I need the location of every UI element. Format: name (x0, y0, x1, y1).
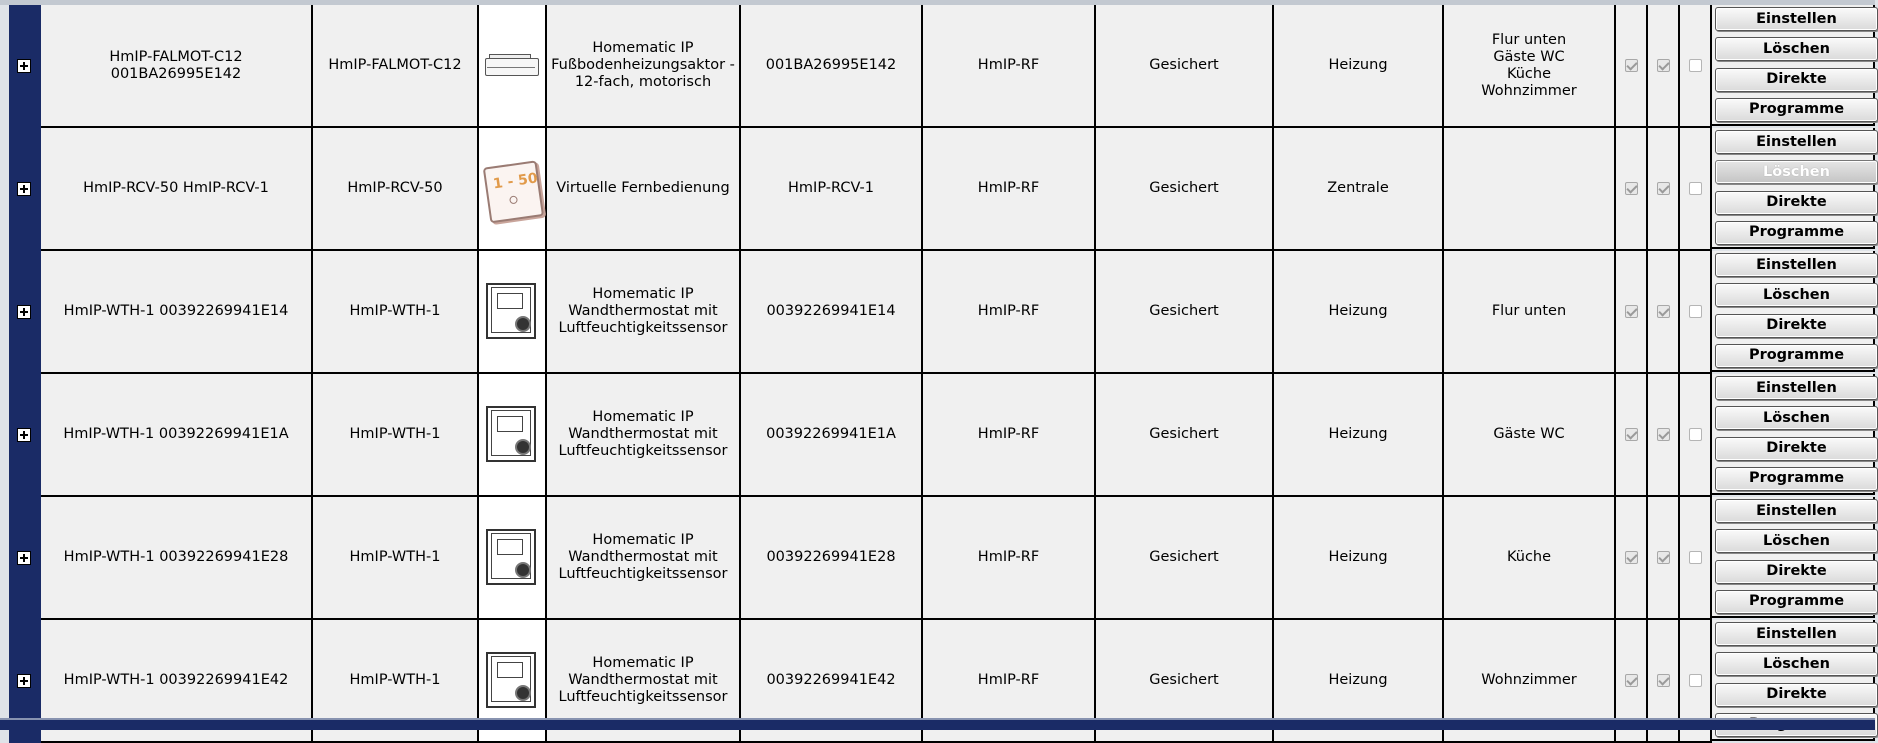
delete-button[interactable]: Löschen (1715, 652, 1878, 676)
serial-text: 00392269941E42 (766, 672, 896, 688)
type-cell (313, 497, 479, 620)
bottom-status-bar (0, 718, 1875, 730)
checkbox-3[interactable] (1689, 674, 1702, 687)
function-cell (1274, 374, 1444, 497)
table-row (9, 251, 1875, 374)
function-cell (1274, 5, 1444, 128)
description-text: Homematic IP Wandthermostat mit Luftfeuchtigkeitssensor (558, 655, 728, 705)
check0-cell (1616, 251, 1648, 374)
check1-cell (1648, 128, 1680, 251)
direct-links-button[interactable]: Direkte (1715, 437, 1878, 461)
direct-links-button[interactable]: Direkte (1715, 191, 1878, 215)
checkbox-1[interactable] (1625, 428, 1638, 441)
name-text: HmIP-WTH-1 00392269941E1A (63, 426, 289, 442)
picture-cell (479, 5, 547, 128)
transfer-mode-text: Gesichert (1149, 57, 1219, 73)
delete-button[interactable]: Löschen (1715, 160, 1878, 184)
function-cell (1274, 251, 1444, 374)
virtual-remote-icon (480, 156, 544, 221)
wall-thermostat-icon (485, 651, 539, 711)
checkbox-1[interactable] (1625, 182, 1638, 195)
check0-cell (1616, 5, 1648, 128)
delete-button[interactable]: Löschen (1715, 283, 1878, 307)
checkbox-2[interactable] (1657, 59, 1670, 72)
name-text: HmIP-WTH-1 00392269941E14 (63, 303, 289, 319)
checkbox-3[interactable] (1689, 305, 1702, 318)
function-text: Heizung (1328, 549, 1388, 565)
table-row (9, 374, 1875, 497)
type-cell (313, 5, 479, 128)
checkbox-3[interactable] (1689, 428, 1702, 441)
checkbox-1[interactable] (1625, 59, 1638, 72)
room-text: Flur unten Gäste WC Küche Wohnzimmer (1481, 31, 1577, 99)
function-text: Heizung (1328, 426, 1388, 442)
transfer-mode-text: Gesichert (1149, 303, 1219, 319)
expand-plus-icon[interactable] (17, 551, 31, 565)
name-text: HmIP-WTH-1 00392269941E42 (63, 672, 289, 688)
settings-button[interactable]: Einstellen (1715, 622, 1878, 646)
interface-text: HmIP-RF (977, 672, 1040, 688)
delete-button[interactable]: Löschen (1715, 406, 1878, 430)
check0-cell (1616, 374, 1648, 497)
serial-cell (741, 128, 923, 251)
transfer-mode-text: Gesichert (1149, 426, 1219, 442)
checkbox-3[interactable] (1689, 551, 1702, 564)
expand-cell (9, 128, 41, 251)
buttons-cell (1712, 5, 1875, 126)
serial-text: 00392269941E28 (766, 549, 896, 565)
function-text: Heizung (1328, 672, 1388, 688)
table-row (9, 5, 1875, 128)
description-cell (547, 5, 741, 128)
wall-thermostat-icon (485, 405, 539, 465)
name-cell (41, 128, 313, 251)
check2-cell (1680, 5, 1712, 128)
name-cell (41, 251, 313, 374)
room-cell (1444, 497, 1616, 620)
transfer_mode-cell (1096, 5, 1274, 128)
wall-thermostat-icon (485, 528, 539, 588)
function-cell (1274, 497, 1444, 620)
direct-links-button[interactable]: Direkte (1715, 683, 1878, 707)
settings-button[interactable]: Einstellen (1715, 376, 1878, 400)
serial-text: 001BA26995E142 (765, 57, 897, 73)
room-text: Gäste WC (1493, 426, 1565, 442)
type-text: HmIP-RCV-50 (347, 180, 443, 196)
check2-cell (1680, 128, 1712, 251)
room-text: Wohnzimmer (1481, 672, 1577, 688)
buttons-cell (1712, 374, 1875, 495)
type-cell (313, 128, 479, 251)
buttons-cell (1712, 497, 1875, 618)
delete-button[interactable]: Löschen (1715, 37, 1878, 61)
interface-text: HmIP-RF (977, 180, 1040, 196)
buttons-cell (1712, 251, 1875, 372)
room-cell (1444, 374, 1616, 497)
check1-cell (1648, 251, 1680, 374)
expand-cell (9, 497, 41, 620)
serial-cell (741, 374, 923, 497)
buttons-cell (1712, 128, 1875, 249)
expand-plus-icon[interactable] (17, 182, 31, 196)
settings-button[interactable]: Einstellen (1715, 7, 1878, 31)
description-cell (547, 374, 741, 497)
transfer-mode-text: Gesichert (1149, 180, 1219, 196)
check2-cell (1680, 497, 1712, 620)
checkbox-1[interactable] (1625, 551, 1638, 564)
name-cell (41, 497, 313, 620)
settings-button[interactable]: Einstellen (1715, 499, 1878, 523)
type-text: HmIP-WTH-1 (349, 672, 441, 688)
name-text: HmIP-RCV-50 HmIP-RCV-1 (83, 180, 269, 196)
transfer_mode-cell (1096, 128, 1274, 251)
programs-button[interactable]: Programme (1715, 221, 1878, 245)
interface-text: HmIP-RF (977, 426, 1040, 442)
interface-cell (923, 5, 1096, 128)
table-row (9, 128, 1875, 251)
room-text: Flur unten (1491, 303, 1567, 319)
description-text: Virtuelle Fernbedienung (556, 180, 730, 196)
expand-cell (9, 5, 41, 128)
direct-links-button[interactable]: Direkte (1715, 560, 1878, 584)
transfer_mode-cell (1096, 374, 1274, 497)
check0-cell (1616, 497, 1648, 620)
picture-cell (479, 374, 547, 497)
interface-text: HmIP-RF (977, 549, 1040, 565)
delete-button[interactable]: Löschen (1715, 529, 1878, 553)
room-cell (1444, 5, 1616, 128)
interface-text: HmIP-RF (977, 303, 1040, 319)
checkbox-2[interactable] (1657, 182, 1670, 195)
type-text: HmIP-WTH-1 (349, 549, 441, 565)
room-cell (1444, 251, 1616, 374)
name-cell (41, 374, 313, 497)
transfer_mode-cell (1096, 251, 1274, 374)
description-cell (547, 128, 741, 251)
serial-text: HmIP-RCV-1 (788, 180, 874, 196)
type-cell (313, 374, 479, 497)
check1-cell (1648, 497, 1680, 620)
check2-cell (1680, 374, 1712, 497)
function-cell (1274, 128, 1444, 251)
expand-cell (9, 374, 41, 497)
name-cell (41, 5, 313, 128)
remote-label: 1 - 50 (492, 169, 539, 192)
expand-cell (9, 251, 41, 374)
check2-cell (1680, 251, 1712, 374)
floor-heating-actuator-icon (483, 53, 541, 79)
direct-links-button[interactable]: Direkte (1715, 314, 1878, 338)
function-text: Zentrale (1327, 180, 1389, 196)
name-text: HmIP-WTH-1 00392269941E28 (63, 549, 289, 565)
checkbox-3[interactable] (1689, 182, 1702, 195)
transfer-mode-text: Gesichert (1149, 672, 1219, 688)
programs-button[interactable]: Programme (1715, 467, 1878, 491)
check1-cell (1648, 374, 1680, 497)
description-text: Homematic IP Wandthermostat mit Luftfeuchtigkeitssensor (558, 409, 728, 459)
expand-plus-icon[interactable] (17, 428, 31, 442)
type-cell (313, 251, 479, 374)
function-text: Heizung (1328, 303, 1388, 319)
description-cell (547, 251, 741, 374)
transfer-mode-text: Gesichert (1149, 549, 1219, 565)
checkbox-2[interactable] (1657, 305, 1670, 318)
interface-cell (923, 374, 1096, 497)
programs-button[interactable]: Programme (1715, 344, 1878, 368)
check0-cell (1616, 128, 1648, 251)
serial-cell (741, 5, 923, 128)
room-text: Küche (1506, 549, 1552, 565)
expand-plus-icon[interactable] (17, 674, 31, 688)
settings-button[interactable]: Einstellen (1715, 130, 1878, 154)
name-text: HmIP-FALMOT-C12 001BA26995E142 (109, 48, 243, 82)
serial-text: 00392269941E14 (766, 303, 896, 319)
type-text: HmIP-FALMOT-C12 (328, 57, 462, 73)
type-text: HmIP-WTH-1 (349, 303, 441, 319)
checkbox-1[interactable] (1625, 674, 1638, 687)
checkbox-2[interactable] (1657, 551, 1670, 564)
expand-plus-icon[interactable] (17, 59, 31, 73)
picture-cell (479, 251, 547, 374)
picture-cell (479, 497, 547, 620)
interface-cell (923, 251, 1096, 374)
wall-thermostat-icon (485, 282, 539, 342)
description-text: Homematic IP Fußbodenheizungsaktor - 12-fach, motorisch (551, 40, 735, 90)
checkbox-3[interactable] (1689, 59, 1702, 72)
room-cell (1444, 128, 1616, 251)
interface-cell (923, 497, 1096, 620)
description-cell (547, 497, 741, 620)
interface-cell (923, 128, 1096, 251)
function-text: Heizung (1328, 57, 1388, 73)
interface-text: HmIP-RF (977, 57, 1040, 73)
picture-cell (479, 128, 547, 251)
expand-plus-icon[interactable] (17, 305, 31, 319)
checkbox-2[interactable] (1657, 428, 1670, 441)
check1-cell (1648, 5, 1680, 128)
direct-links-button[interactable]: Direkte (1715, 68, 1878, 92)
transfer_mode-cell (1096, 497, 1274, 620)
type-text: HmIP-WTH-1 (349, 426, 441, 442)
serial-cell (741, 251, 923, 374)
serial-cell (741, 497, 923, 620)
checkbox-1[interactable] (1625, 305, 1638, 318)
checkbox-2[interactable] (1657, 674, 1670, 687)
programs-button[interactable]: Programme (1715, 98, 1878, 122)
settings-button[interactable]: Einstellen (1715, 253, 1878, 277)
description-text: Homematic IP Wandthermostat mit Luftfeuchtigkeitssensor (558, 532, 728, 582)
serial-text: 00392269941E1A (766, 426, 896, 442)
programs-button[interactable]: Programme (1715, 590, 1878, 614)
table-row (9, 497, 1875, 620)
device-table (9, 5, 1875, 718)
description-text: Homematic IP Wandthermostat mit Luftfeuchtigkeitssensor (558, 286, 728, 336)
